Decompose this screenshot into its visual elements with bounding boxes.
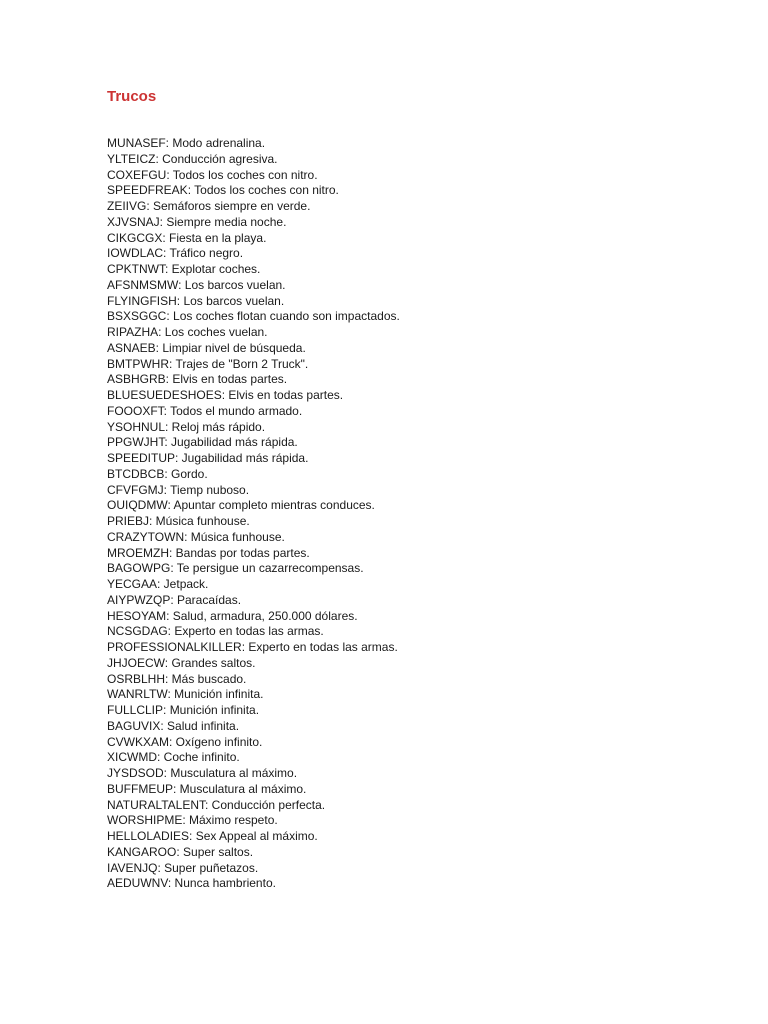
cheat-code-line: CFVFGMJ: Tiemp nuboso. [107, 482, 250, 497]
cheat-code-line: CRAZYTOWN: Música funhouse. [107, 529, 285, 544]
cheat-code-line: ZEIIVG: Semáforos siempre en verde. [107, 199, 311, 213]
cheat-code-line: OSRBLHH: Más buscado. [107, 671, 247, 686]
cheat-code-line: FLYINGFISH: Los barcos vuelan. [107, 293, 285, 308]
cheat-code-line: BUFFMEUP: Musculatura al máximo. [107, 781, 307, 796]
cheat-code-line: MROEMZH: Bandas por todas partes. [107, 545, 310, 560]
cheat-code-line: BAGOWPG: Te persigue un cazarrecompensas. [107, 561, 364, 576]
cheat-code-line: YECGAA: Jetpack. [107, 577, 209, 591]
cheat-code-line: WORSHIPME: Máximo respeto. [107, 813, 278, 828]
cheat-code-list [107, 136, 400, 892]
cheat-code-line: CIKGCGX: Fiesta en la playa. [107, 230, 267, 245]
cheat-code-line: FULLCLIP: Munición infinita. [107, 703, 260, 717]
cheat-code-line: IOWDLAC: Tráfico negro. [107, 246, 244, 261]
cheat-code-line: XICWMD: Coche infinito. [107, 750, 240, 765]
cheat-code-line: HELLOLADIES: Sex Appeal al máximo. [107, 829, 318, 843]
cheat-code-line: FOOOXFT: Todos el mundo armado. [107, 403, 303, 418]
cheat-code-line: CPKTNWT: Explotar coches. [107, 262, 261, 276]
cheat-code-line: BTCDBCB: Gordo. [107, 466, 208, 481]
cheat-code-line: AEDUWNV: Nunca hambriento. [107, 876, 276, 891]
cheat-code-line: PRIEBJ: Música funhouse. [107, 514, 250, 528]
cheat-code-line: ASNAEB: Limpiar nivel de búsqueda. [107, 340, 306, 355]
cheat-code-line: NCSGDAG: Experto en todas las armas. [107, 624, 324, 639]
cheat-code-line: COXEFGU: Todos los coches con nitro. [107, 167, 318, 182]
cheat-code-line: XJVSNAJ: Siempre media noche. [107, 214, 287, 229]
cheat-code-line: CVWKXAM: Oxígeno infinito. [107, 734, 263, 749]
cheat-code-line: YSOHNUL: Reloj más rápido. [107, 419, 266, 434]
cheat-code-line: WANRLTW: Munición infinita. [107, 687, 264, 702]
cheat-code-line: AFSNMSMW: Los barcos vuelan. [107, 277, 286, 292]
cheat-code-line: PROFESSIONALKILLER: Experto en todas las armas. [107, 640, 398, 654]
cheat-code-line: BMTPWHR: Trajes de "Born 2 Truck". [107, 356, 309, 371]
cheat-code-line: BLUESUEDESHOES: Elvis en todas partes. [107, 388, 344, 402]
cheat-code-line: SPEEDITUP: Jugabilidad más rápida. [107, 451, 309, 465]
cheat-code-line: PPGWJHT: Jugabilidad más rápida. [107, 435, 298, 450]
cheat-code-line: ASBHGRB: Elvis en todas partes. [107, 372, 288, 387]
cheat-code-line: BAGUVIX: Salud infinita. [107, 718, 240, 733]
cheat-code-line: JYSDSOD: Musculatura al máximo. [107, 766, 298, 780]
cheat-code-line: NATURALTALENT: Conducción perfecta. [107, 797, 326, 812]
cheat-code-line: AIYPWZQP: Paracaídas. [107, 592, 242, 607]
cheat-code-line: SPEEDFREAK: Todos los coches con nitro. [107, 183, 339, 198]
cheat-code-line: OUIQDMW: Apuntar completo mientras conduces. [107, 498, 375, 513]
cheat-code-line: KANGAROO: Super saltos. [107, 844, 254, 859]
cheat-code-line: JHJOECW: Grandes saltos. [107, 655, 256, 670]
page-title: Trucos [107, 88, 157, 105]
cheat-code-line: YLTEICZ: Conducción agresiva. [107, 151, 278, 166]
cheat-code-line: MUNASEF: Modo adrenalina. [107, 136, 266, 150]
cheat-code-line: RIPAZHA: Los coches vuelan. [107, 325, 268, 339]
cheat-code-line: BSXSGGC: Los coches flotan cuando son impactados. [107, 309, 400, 324]
cheat-code-line: IAVENJQ: Super puñetazos. [107, 860, 259, 875]
cheat-code-line: HESOYAM: Salud, armadura, 250.000 dólares. [107, 608, 358, 623]
